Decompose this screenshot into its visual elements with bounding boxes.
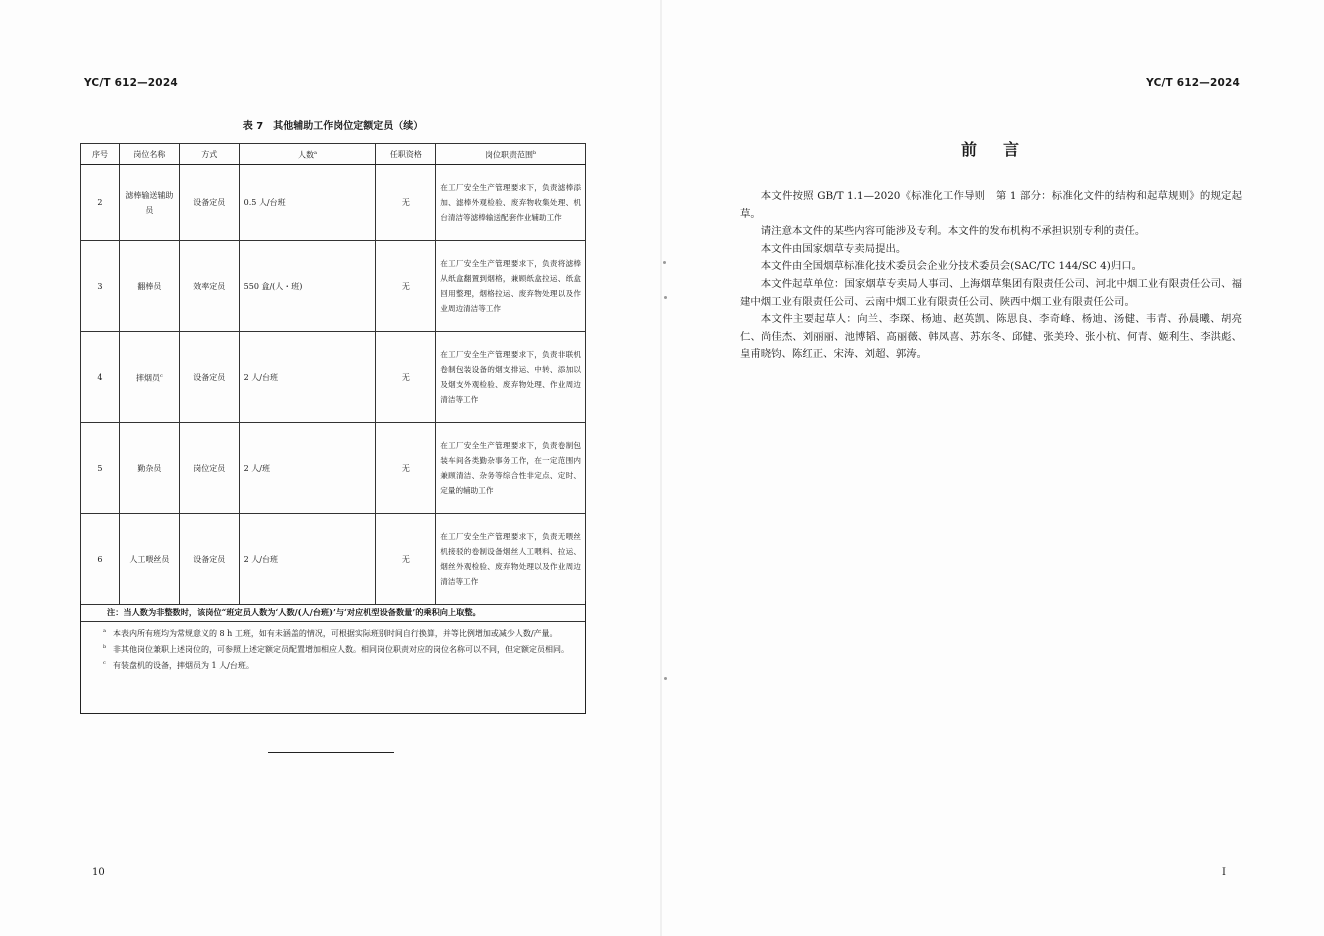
cell-qualification: 无 — [376, 514, 436, 605]
col-header-count — [239, 144, 376, 165]
footnote-mark: c — [159, 372, 163, 379]
cell-qualification: 无 — [376, 165, 436, 241]
cell-no: 2 — [81, 165, 120, 241]
footnote-mark: a — [314, 149, 318, 156]
col-header-count-text: 人数 — [298, 150, 315, 160]
col-header-qualification: 任职资格 — [376, 144, 436, 165]
cell-method: 设备定员 — [179, 165, 239, 241]
table-title: 表 7 其他辅助工作岗位定额定员（续） — [242, 121, 424, 132]
footnote-text: 有装盘机的设备，摔烟员为 1 人/台班。 — [113, 661, 254, 670]
table-header-row — [81, 144, 586, 165]
cell-name — [119, 332, 179, 423]
cell-count: 550 盒/(人・班) — [239, 241, 376, 332]
foreword-body — [740, 188, 1242, 364]
cell-method: 效率定员 — [179, 241, 239, 332]
right-page-number: I — [1222, 867, 1226, 878]
col-header-method: 方式 — [179, 144, 239, 165]
cell-no: 6 — [81, 514, 120, 605]
cell-name: 勤杂员 — [119, 423, 179, 514]
table-row — [81, 241, 586, 332]
cell-qualification: 无 — [376, 241, 436, 332]
cell-no: 4 — [81, 332, 120, 423]
cell-name: 翻棒员 — [119, 241, 179, 332]
scan-speck — [664, 296, 667, 299]
cell-no: 5 — [81, 423, 120, 514]
foreword-title: 前言 — [960, 140, 1045, 159]
col-header-no: 序号 — [81, 144, 120, 165]
footnote-mark: b — [533, 149, 537, 156]
table-note: 注：当人数为非整数时，该岗位“班定员人数为‘人数/(人/台班)’与‘对应机型设备数量’的乘积向上取整。 — [81, 601, 585, 622]
footnote-item — [101, 658, 577, 674]
footnote-mark: c — [103, 660, 106, 666]
cell-qualification: 无 — [376, 332, 436, 423]
footnote-item — [101, 626, 577, 642]
col-header-duty-text: 岗位职责范围 — [485, 150, 534, 160]
footnote-text: 本表内所有班均为常规意义的 8 h 工班，如有未涵盖的情况，可根据实际班别时间自行换算，并等比例增加或减少人数/产量。 — [113, 629, 558, 638]
scan-speck — [664, 677, 667, 680]
cell-duty: 在工厂安全生产管理要求下，负责卷制包装车间各类勤杂事务工作，在一定范围内兼顾清洁、杂务等综合性非定点、定时、定量的辅助工作 — [436, 423, 586, 514]
col-header-name: 岗位名称 — [119, 144, 179, 165]
col-header-duty — [436, 144, 586, 165]
cell-count: 2 人/班 — [239, 423, 376, 514]
cell-duty: 在工厂安全生产管理要求下，负责非联机卷制包装设备的烟支排运、中转、添加以及烟支外观检验、废弃物处理、作业周边清洁等工作 — [436, 332, 586, 423]
cell-duty: 在工厂安全生产管理要求下，负责滤棒添加、滤棒外观检验、废弃物收集处理、机台清洁等滤棒输送配套作业辅助工作 — [436, 165, 586, 241]
foreword-paragraph: 本文件由全国烟草标准化技术委员会企业分技术委员会(SAC/TC 144/SC 4)归口。 — [760, 260, 1143, 273]
cell-no: 3 — [81, 241, 120, 332]
cell-qualification: 无 — [376, 423, 436, 514]
foreword-paragraph: 本文件主要起草人：向兰、李琛、杨迪、赵英凯、陈思良、李奇峰、杨迪、汤健、韦青、孙晨曦、胡亮仁、尚佳杰、刘丽丽、池博韬、高丽薇、韩凤喜、苏东冬、邱健、张美玲、张小杭、何青、姬利生、李洪彪、皇甫晓钧、陈红正、宋涛、刘超、郭涛。 — [740, 313, 1242, 361]
foreword-paragraph: 本文件按照 GB/T 1.1—2020《标准化工作导则 第 1 部分：标准化文件的结构和起草规则》的规定起草。 — [740, 190, 1242, 220]
cell-method: 设备定员 — [179, 514, 239, 605]
footnote-list — [81, 622, 585, 674]
staffing-table — [80, 143, 586, 605]
footnote-mark: a — [103, 628, 106, 634]
cell-name: 人工喂丝员 — [119, 514, 179, 605]
table-row — [81, 423, 586, 514]
left-page-number: 10 — [92, 867, 105, 878]
left-header-code: YC/T 612—2024 — [84, 77, 178, 89]
cell-count: 2 人/台班 — [239, 514, 376, 605]
foreword-paragraph: 请注意本文件的某些内容可能涉及专利。本文件的发布机构不承担识别专利的责任。 — [760, 225, 1146, 238]
right-header-code: YC/T 612—2024 — [1146, 77, 1240, 89]
cell-count: 2 人/台班 — [239, 332, 376, 423]
footnote-item — [101, 642, 577, 658]
table-row — [81, 165, 586, 241]
cell-method: 设备定员 — [179, 332, 239, 423]
foreword-paragraph: 本文件由国家烟草专卖局提出。 — [760, 242, 907, 255]
cell-name-text: 摔烟员 — [135, 373, 160, 383]
footnote-mark: b — [103, 644, 107, 650]
foreword-paragraph: 本文件起草单位：国家烟草专卖局人事司、上海烟草集团有限责任公司、河北中烟工业有限责任公司、福建中烟工业有限责任公司、云南中烟工业有限责任公司、陕西中烟工业有限责任公司。 — [740, 277, 1242, 308]
scan-speck — [663, 261, 666, 264]
table-row — [81, 514, 586, 605]
table-notes — [80, 601, 586, 714]
cell-duty: 在工厂安全生产管理要求下，负责无喂丝机接驳的卷制设备烟丝人工喂料、拉运、烟丝外观检验、废弃物处理以及作业周边清洁等工作 — [436, 514, 586, 605]
cell-count: 0.5 人/台班 — [239, 165, 376, 241]
cell-method: 岗位定员 — [179, 423, 239, 514]
table-row — [81, 332, 586, 423]
end-rule — [268, 752, 394, 753]
cell-duty: 在工厂安全生产管理要求下，负责将滤棒从纸盒翻置到烟格，兼顾纸盒拉运、纸盒回用整理，烟格拉运、废弃物处理以及作业周边清洁等工作 — [436, 241, 586, 332]
cell-name: 滤棒输送辅助员 — [119, 165, 179, 241]
footnote-text: 非其他岗位兼职上述岗位的，可参照上述定额定员配置增加相应人数。相同岗位职责对应的岗位名称可以不同，但定额定员相同。 — [113, 645, 569, 654]
